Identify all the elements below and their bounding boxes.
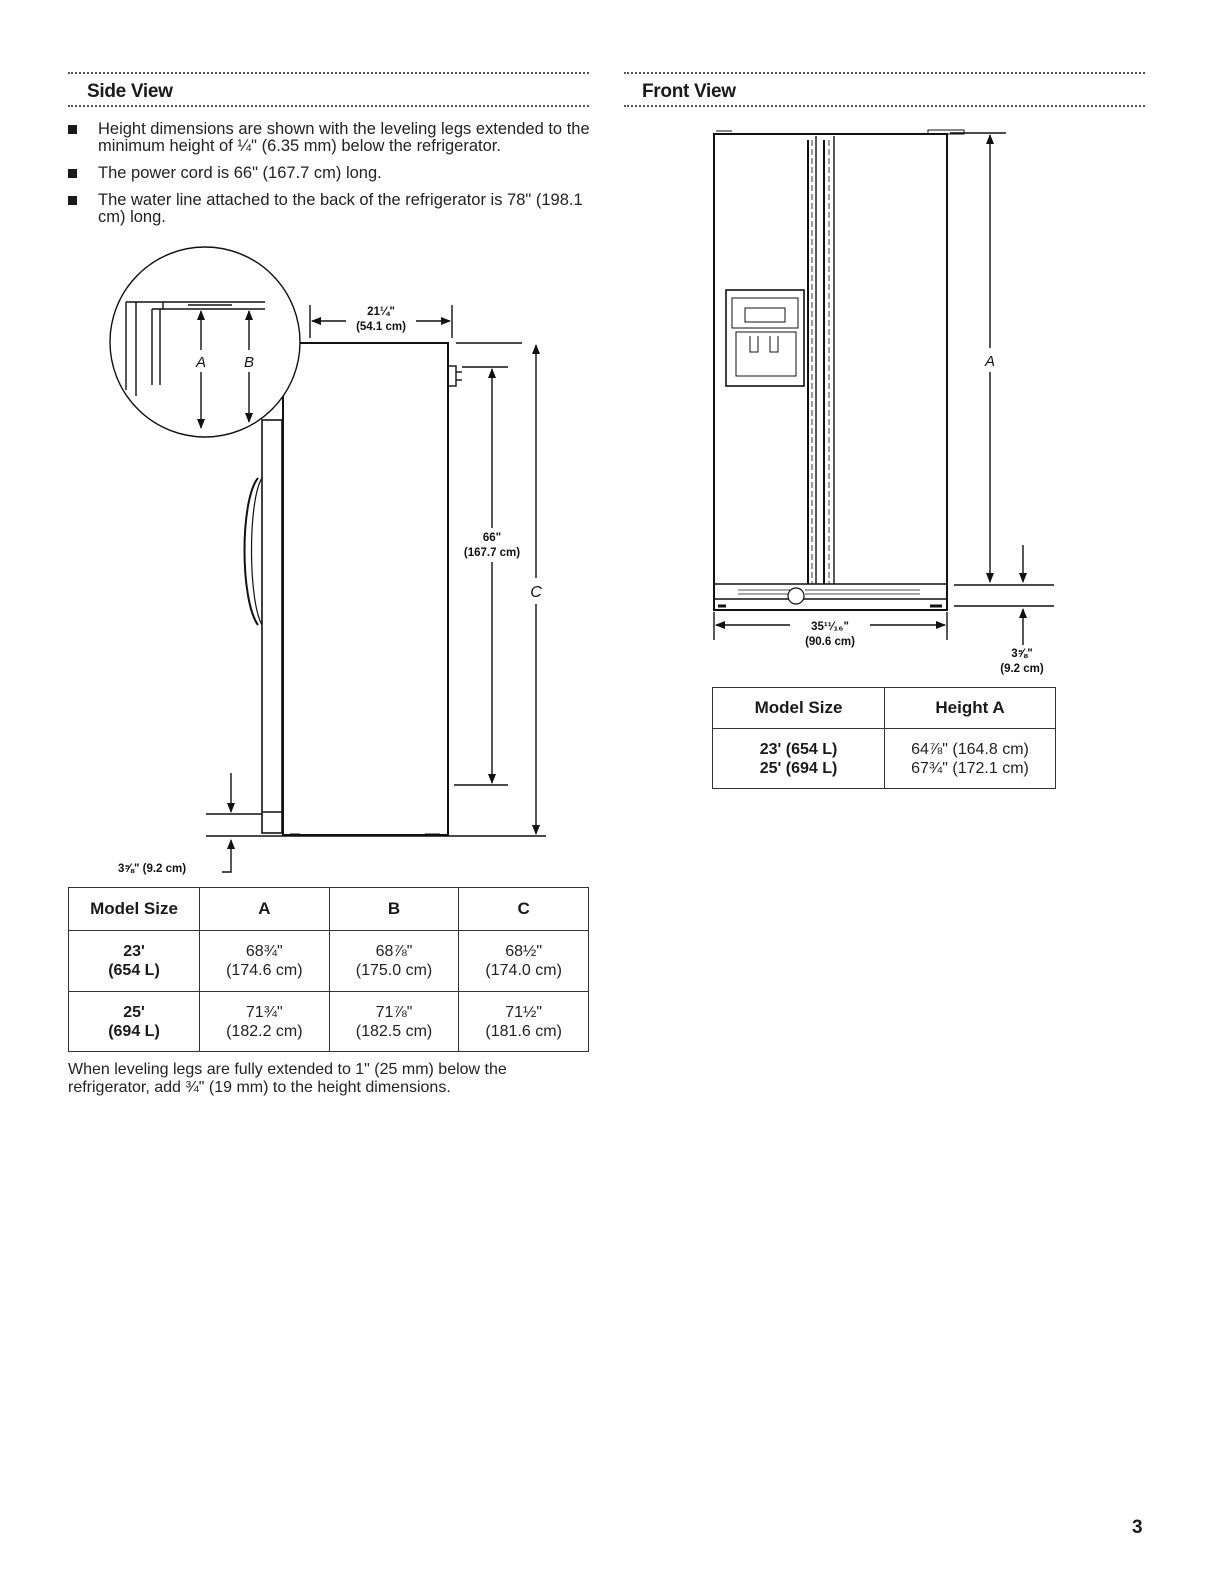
fridge-side-body (283, 343, 448, 835)
fridge-door (262, 420, 282, 833)
side-view-title: Side View (87, 81, 173, 102)
model-cell: 25' (694 L) (69, 992, 200, 1052)
depth-cm: (54.1 cm) (356, 321, 406, 333)
width-cm: (90.6 cm) (805, 636, 855, 648)
leveling-legs-note: When leveling legs are fully extended to 1" (25 mm) below the refrigerator, add ¾" (19 mm) to the height dimensions. (68, 1061, 507, 1096)
front-view-dimensions-table (712, 687, 1056, 789)
height-cell: 64⅞" (164.8 cm) 67¾" (172.1 cm) (885, 729, 1056, 789)
front-label-a: A (984, 353, 996, 370)
b-cell: 71⅞" (182.5 cm) (329, 992, 459, 1052)
detail-circle (110, 247, 300, 437)
table-row (69, 992, 589, 1052)
front-base-inches: 3⅝" (1011, 648, 1033, 660)
a-cell: 68¾" (174.6 cm) (200, 931, 330, 992)
table-header-row (713, 688, 1056, 729)
table-row (713, 729, 1056, 789)
bullet-item: Height dimensions are shown with the leveling legs extended to the minimum height of ¼" (6.35 mm) below the refrigerator. (68, 121, 598, 155)
side-view-dimensions-table (68, 887, 589, 1052)
depth-inches: 21¼" (367, 306, 395, 318)
table-header-row (69, 888, 589, 931)
cord-cm: (167.7 cm) (463, 547, 521, 559)
table-row (69, 931, 589, 992)
a-cell: 71¾" (182.2 cm) (200, 992, 330, 1052)
bullet-item: The water line attached to the back of the refrigerator is 78" (198.1 cm) long. (68, 192, 598, 226)
label-b: B (243, 354, 255, 371)
width-inches: 35¹¹⁄₁₆" (811, 621, 849, 633)
header-model-size: Model Size (69, 888, 200, 931)
front-base-cm: (9.2 cm) (1000, 663, 1044, 675)
fridge-front-body (714, 134, 947, 610)
bullet-item: The power cord is 66" (167.7 cm) long. (68, 165, 598, 182)
front-view-top-rule (624, 72, 1145, 74)
label-a: A (195, 354, 207, 371)
page-number: 3 (1132, 1517, 1143, 1538)
header-model-size: Model Size (713, 688, 885, 729)
model-cell: 23' (654 L) 25' (694 L) (713, 729, 885, 789)
model-cell: 23' (654 L) (69, 931, 200, 992)
header-a: A (200, 888, 330, 931)
front-view-diagram (600, 100, 1080, 680)
c-cell: 71½" (181.6 cm) (459, 992, 589, 1052)
base-gap-label: 3⅝" (9.2 cm) (118, 863, 187, 875)
front-view-title: Front View (642, 81, 736, 102)
header-c: C (459, 888, 589, 931)
water-dispenser (726, 290, 804, 386)
c-cell: 68½" (174.0 cm) (459, 931, 589, 992)
side-view-diagram (0, 0, 600, 880)
cord-inches: 66" (482, 532, 502, 544)
b-cell: 68⅞" (175.0 cm) (329, 931, 459, 992)
header-height-a: Height A (885, 688, 1056, 729)
label-c: C (530, 584, 542, 601)
header-b: B (329, 888, 459, 931)
